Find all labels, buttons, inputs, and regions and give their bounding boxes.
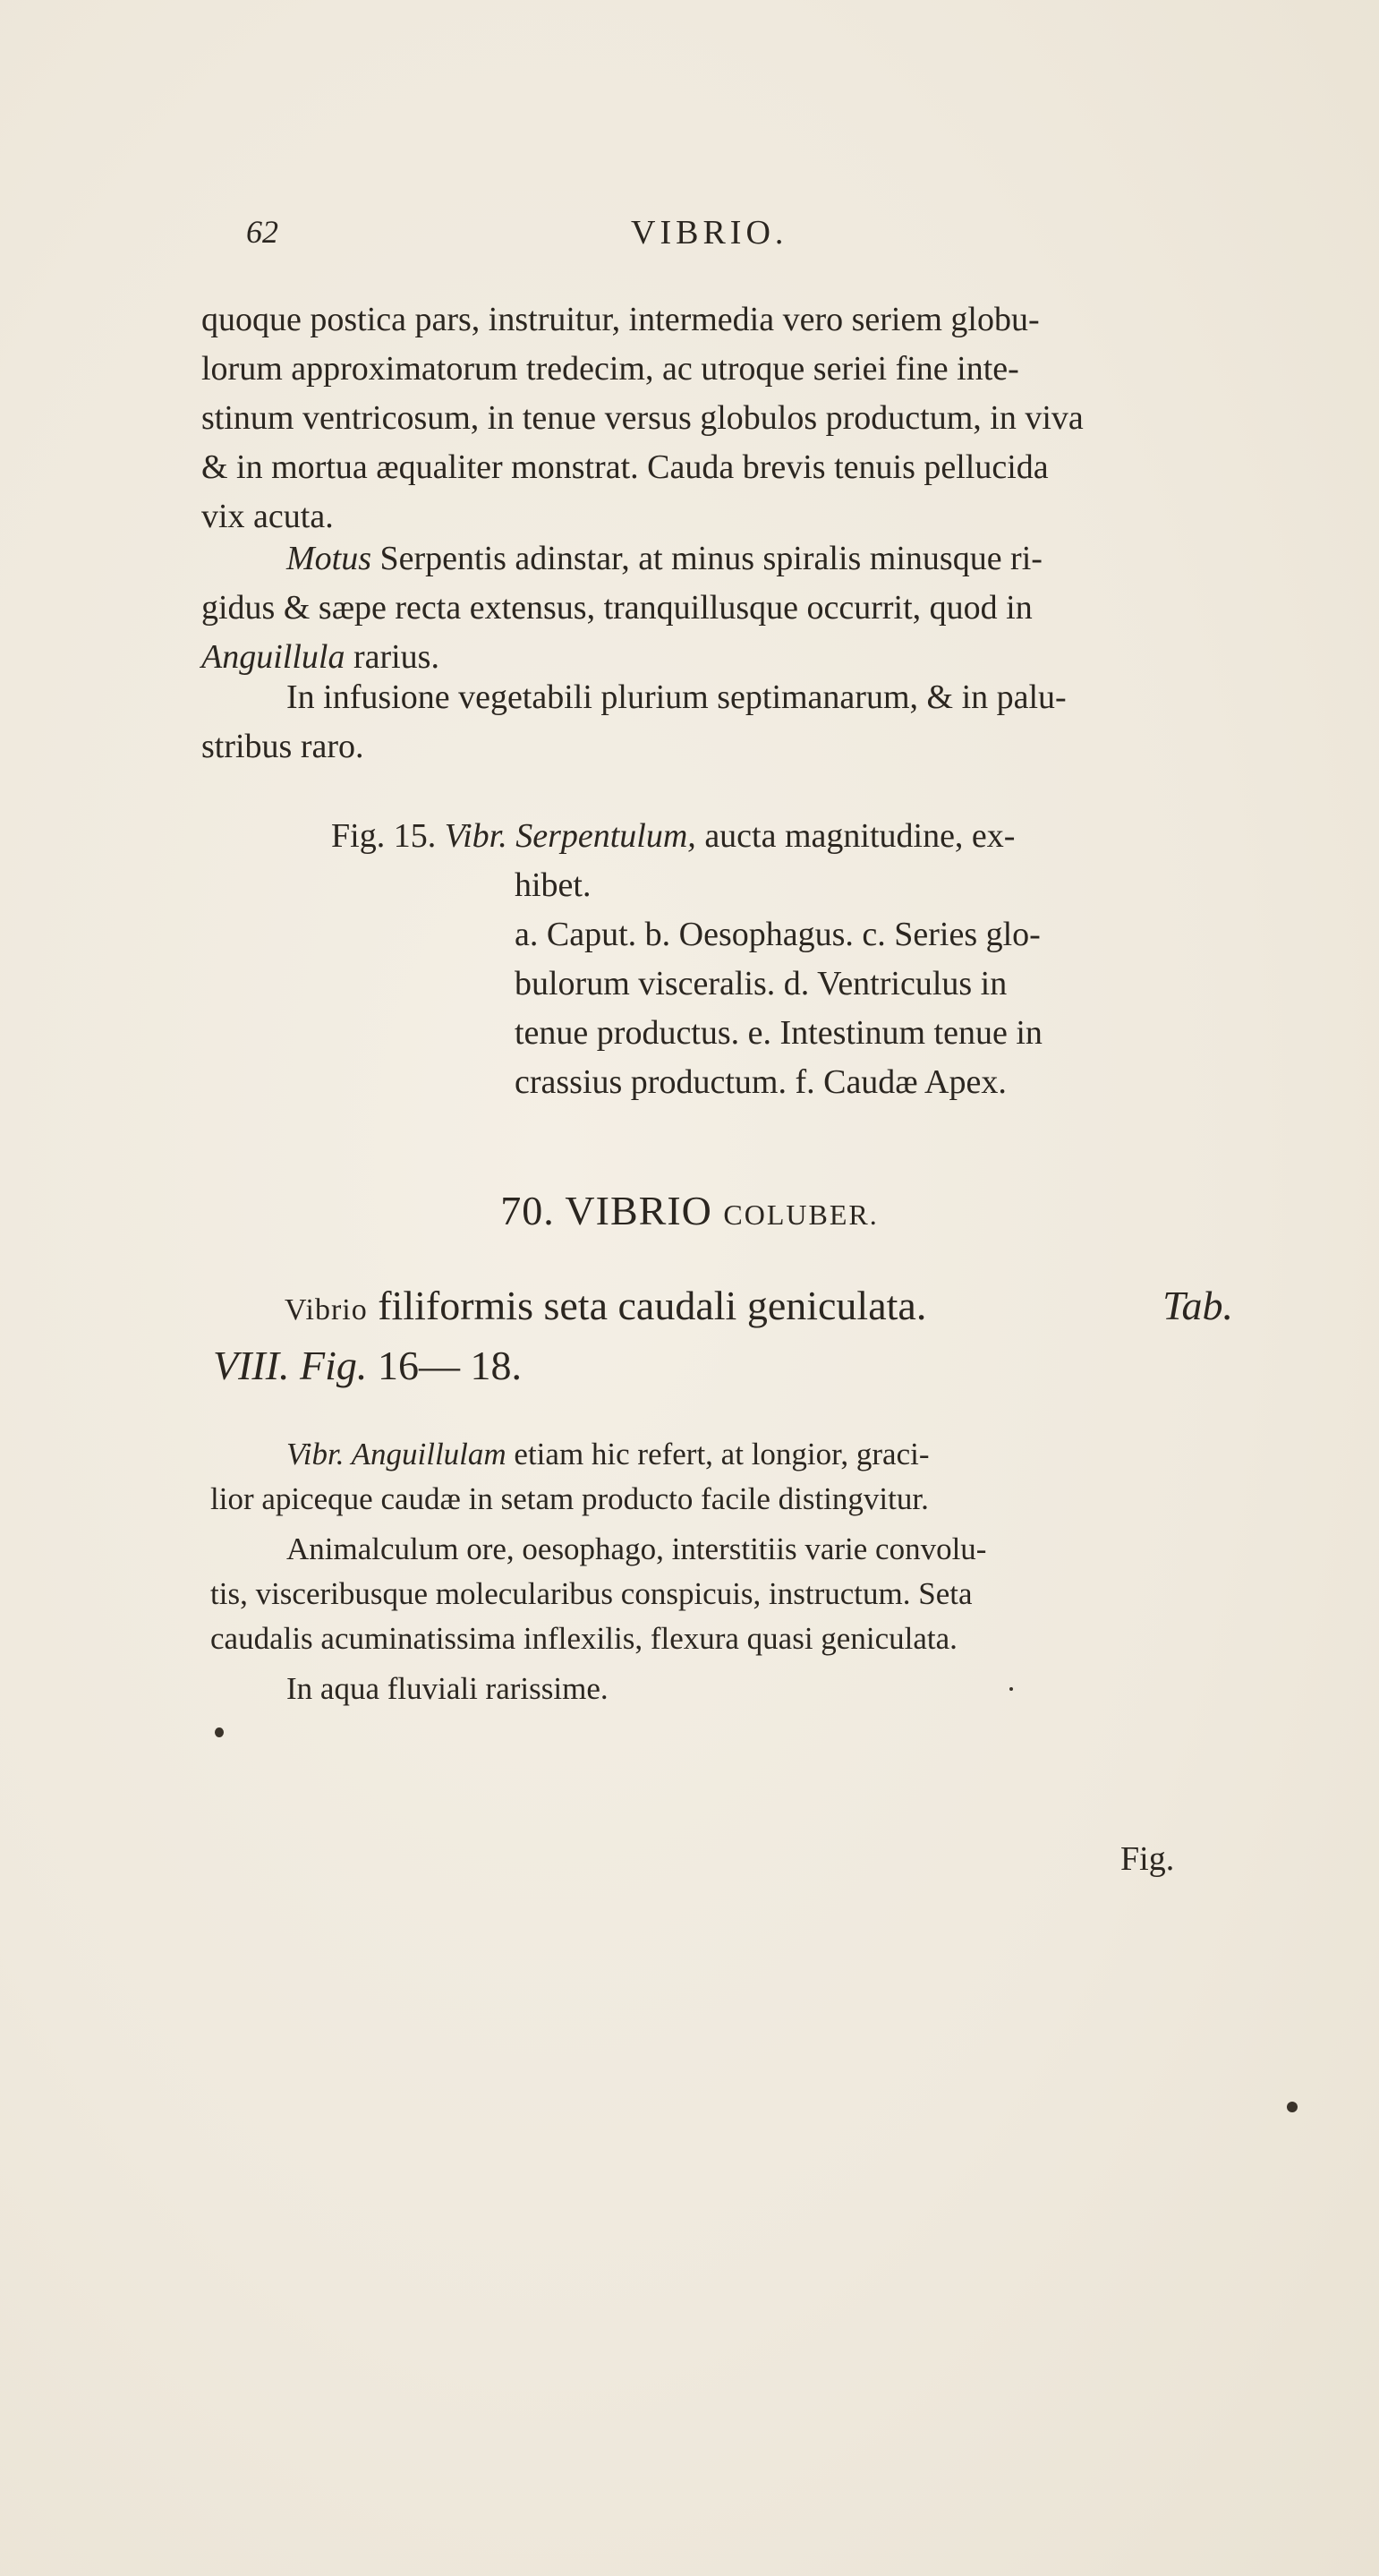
synonym: Vibr. Anguillulam [286,1437,506,1471]
page-number: 62 [246,214,278,250]
plate-reference: Tab. [1162,1283,1233,1328]
text-line [331,812,1230,861]
catchword: Fig. [1120,1840,1175,1878]
figure-part-line: a. Caput. b. Oesophagus. c. Series glo- [515,916,1041,953]
text-line: vix acuta. [201,498,334,535]
species-epithet: COLUBER. [723,1198,879,1231]
text-line: lorum approximatorum tredecim, ac utroque seriei fine inte- [201,350,1019,388]
text-fragment: filiformis seta caudali geniculata. [367,1283,927,1328]
text-fragment: etiam hic refert, at longior, graci- [506,1437,930,1471]
figure-range: 16— 18. [367,1343,522,1388]
genus-small-caps: Vibrio [285,1293,368,1326]
paper-speck [1287,2102,1298,2112]
species-diagnosis [213,1278,1233,1394]
text-line [201,534,1230,584]
page-header [246,213,1141,258]
text-line: tis, visceribusque molecularibus conspicuis, instructum. Seta [210,1576,973,1611]
figure-part-line: tenue productus. e. Intestinum tenue in [515,1014,1043,1052]
text-line: stinum ventricosum, in tenue versus globulos productum, in viva [201,399,1084,437]
text-line [285,1278,1233,1338]
paper-speck [1009,1687,1013,1691]
text-line: caudalis acuminatissima inflexilis, flexura quasi geniculata. [210,1621,958,1656]
text-line: gidus & sæpe recta extensus, tranquillusque occurrit, quod in [201,589,1033,627]
species-name: Vibr. Serpentulum, [444,817,696,855]
species-heading [0,1187,1379,1234]
description-paragraph [210,1432,1230,1522]
running-title: VIBRIO. [631,214,788,252]
figure-caption [331,812,1230,1107]
habitat-paragraph [210,1667,1230,1711]
figure-part-line: bulorum visceralis. d. Ventriculus in [515,965,1008,1002]
text-fragment: rarius. [345,638,439,676]
text-line: & in mortua æqualiter monstrat. Cauda brevis tenuis pellucida [201,448,1049,486]
figure-number: Fig. 15. [331,817,445,855]
text-line: lior apiceque caudæ in setam producto facile distingvitur. [210,1481,929,1516]
paper-speck [215,1727,224,1737]
text-fragment: aucta magnitudine, ex- [695,817,1016,855]
text-line: In aqua fluviali rarissime. [286,1671,609,1706]
species-number: 70. VIBRIO [500,1188,724,1233]
plate-reference: VIII. Fig. [213,1343,368,1388]
animalculum-paragraph [210,1527,1230,1661]
text-line: In infusione vegetabili plurium septimanarum, & in palu- [286,678,1067,716]
text-line: quoque postica pars, instruitur, intermedia vero seriem globu- [201,301,1040,338]
figure-part-line: crassius productum. f. Caudæ Apex. [515,1063,1007,1101]
infusion-paragraph [201,673,1230,780]
text-line: stribus raro. [201,728,364,765]
text-line [210,1432,1230,1477]
text-line: Animalculum ore, oesophago, interstitiis varie convolu- [286,1531,987,1566]
text-line: hibet. [515,866,592,904]
intro-paragraph [201,295,1230,550]
bleed-through-decoration: ​ [215,1057,229,1089]
text-fragment: Serpentis adinstar, at minus spiralis minusque ri- [371,540,1043,577]
genus-name: Anguillula [201,638,345,676]
motus-paragraph [201,534,1230,691]
text-line [213,1338,1233,1394]
motus-term: Motus [286,540,371,577]
